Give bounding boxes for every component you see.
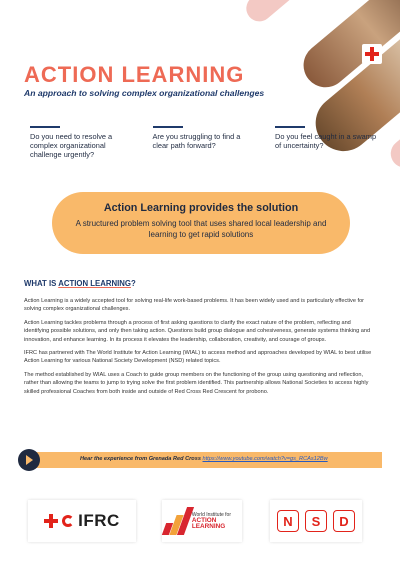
video-caption [80,456,328,462]
video-bar [18,449,382,471]
decorative-strip [241,0,319,27]
solution-text: A structured problem solving tool that uses shared local leadership and learning to get rapid solutions [75,219,327,239]
question-3: Do you feel caught in a swamp of uncertainty? [275,126,380,159]
logo-row [0,500,400,550]
nsd-letter: S [305,510,327,532]
ifrc-logo-text: IFRC [78,511,120,530]
red-cross-icon [362,44,382,64]
paragraph: Action Learning tackles problems through a process of first asking questions to clarify the exact nature of the problem, reflecting and identifying possible solutions, and only then taking action. Questions build group dialogue and cohesiveness, generate systems thinking and innovation, and enhance learning. In its process it elevates the leadership, collaboration, creativity, and courage of groups. [24,319,371,343]
nsd-letter: N [277,510,299,532]
wial-logo-text [192,512,242,530]
question-2: Are you struggling to find a clear path forward? [153,126,258,159]
solution-title: Action Learning provides the solution [103,202,299,214]
wial-logo-main: ACTION LEARNING [191,517,226,530]
paragraph: IFRC has partnered with The World Institute for Action Learning (WIAL) to access method and approaches developed by WIAL to best utilise Action Learning for various National Society Development (NSD) related topics. [24,350,372,365]
question-row [30,126,380,159]
video-label: Hear the experience from Grenada Red Cross [80,456,203,462]
header-photo [230,0,400,120]
wial-logo [162,500,242,542]
paragraph: The method established by WIAL uses a Coach to guide group members on the functioning of the group using questioning and reflection, rather than allowing the teams to jump to trying solve the first problem identified. This partnership allows National Societies to access highly skilled professional Coaches from both inside and outside of Red Cross Red Crescent for probono. [24,371,369,395]
section-heading-highlight: ACTION LEARNING [58,279,131,288]
section-heading [24,279,136,288]
nsd-logo [270,500,362,542]
page-title: ACTION LEARNING [24,62,245,87]
solution-banner [52,192,350,254]
video-link[interactable]: https://www.youtube.com/watch?v=gs_RCAs12Bw [202,456,328,462]
wial-logo-top: World Institute for [191,512,231,518]
nsd-letter: D [333,510,355,532]
question-1: Do you need to resolve a complex organizational challenge urgently? [30,126,135,159]
wial-bars-icon [162,507,189,535]
section-heading-prefix: WHAT IS [24,279,59,288]
page-subtitle: An approach to solving complex organizational challenges [24,88,265,98]
red-crescent-icon [62,515,74,527]
ifrc-logo [28,500,136,542]
section-heading-suffix: ? [131,279,136,288]
play-icon[interactable] [18,449,40,471]
paragraph: Action Learning is a widely accepted tool for solving real-life work-based problems. It has been widely used and is particularly effective for solving complex organizational challenges. [24,298,365,313]
body-text [24,297,376,401]
red-cross-icon [44,514,58,528]
